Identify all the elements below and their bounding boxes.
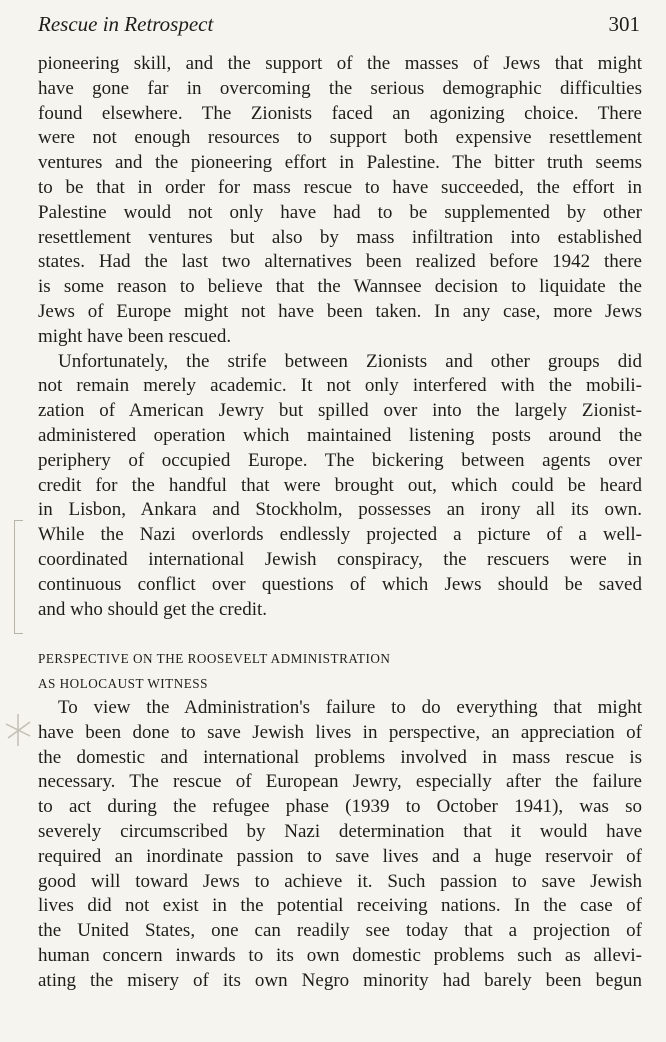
- text-line: the domestic and international problems involved in mass rescue is: [38, 746, 642, 768]
- section-heading-line: AS HOLOCAUST WITNESS: [38, 676, 208, 691]
- section-heading: [38, 646, 390, 696]
- text-line: and who should get the credit.: [38, 598, 268, 620]
- text-line: not remain merely academic. It not only interfered with the mobili-: [38, 375, 642, 397]
- text-line: have gone far in overcoming the serious demographic difficulties: [38, 77, 642, 99]
- body-text: [38, 52, 642, 622]
- text-line: were not enough resources to support both expensive resettlement: [38, 127, 642, 149]
- text-line: is some reason to believe that the Wannsee decision to liquidate the: [38, 276, 642, 298]
- page-header: [38, 12, 640, 37]
- paragraph-2: [38, 350, 642, 623]
- text-line: good will toward Jews to achieve it. Such passion to save Jewish: [38, 870, 642, 892]
- text-line: Jews of Europe might not have been taken. In any case, more Jews: [38, 300, 642, 322]
- text-line: coordinated international Jewish conspiracy, the rescuers were in: [38, 548, 642, 570]
- text-line: ating the misery of its own Negro minority had barely been begun: [38, 969, 642, 991]
- paragraph-3: [38, 696, 642, 994]
- text-line: zation of American Jewry but spilled over into the largely Zionist-: [38, 400, 642, 422]
- text-line: found elsewhere. The Zionists faced an agonizing choice. There: [38, 102, 642, 124]
- text-line: might have been rescued.: [38, 325, 232, 347]
- text-line: credit for the handful that were brought out, which could be heard: [38, 474, 642, 496]
- text-line: Unfortunately, the strife between Zionists and other groups did: [58, 350, 642, 372]
- text-line: periphery of occupied Europe. The bickering between agents over: [38, 449, 642, 471]
- text-line: severely circumscribed by Nazi determination that it would have: [38, 820, 642, 842]
- running-head: Rescue in Retrospect: [38, 12, 214, 36]
- text-line: continuous conflict over questions of which Jews should be saved: [38, 573, 642, 595]
- text-line: necessary. The rescue of European Jewry, especially after the failure: [38, 771, 642, 793]
- text-line: required an inordinate passion to save lives and a huge reservoir of: [38, 845, 642, 867]
- paragraph-1: [38, 52, 642, 350]
- text-line: ventures and the pioneering effort in Palestine. The bitter truth seems: [38, 152, 642, 174]
- text-line: have been done to save Jewish lives in perspective, an appreciation of: [38, 721, 642, 743]
- text-line: While the Nazi overlords endlessly projected a picture of a well-: [38, 524, 642, 546]
- text-line: human concern inwards to its own domestic problems such as allevi-: [38, 944, 642, 966]
- section-heading-line: PERSPECTIVE ON THE ROOSEVELT ADMINISTRATION: [38, 651, 391, 666]
- text-line: To view the Administration's failure to do everything that might: [58, 697, 642, 718]
- text-line: to act during the refugee phase (1939 to October 1941), was so: [38, 796, 642, 818]
- text-line: states. Had the last two alternatives been realized before 1942 there: [38, 251, 642, 273]
- text-line: to be that in order for mass rescue to have succeeded, the effort in: [38, 176, 642, 198]
- text-line: Palestine would not only have had to be supplemented by other: [38, 201, 642, 223]
- text-line: resettlement ventures but also by mass infiltration into established: [38, 226, 642, 248]
- margin-bracket-mark: [14, 520, 23, 634]
- page-number: 301: [608, 12, 640, 36]
- text-line: in Lisbon, Ankara and Stockholm, possesses an irony all its own.: [38, 499, 642, 521]
- margin-asterisk-mark: [4, 710, 32, 750]
- text-line: pioneering skill, and the support of the masses of Jews that might: [38, 53, 642, 74]
- text-line: administered operation which maintained listening posts around the: [38, 424, 642, 446]
- text-line: the United States, one can readily see today that a projection of: [38, 920, 642, 942]
- text-line: lives did not exist in the potential receiving nations. In the case of: [38, 895, 642, 917]
